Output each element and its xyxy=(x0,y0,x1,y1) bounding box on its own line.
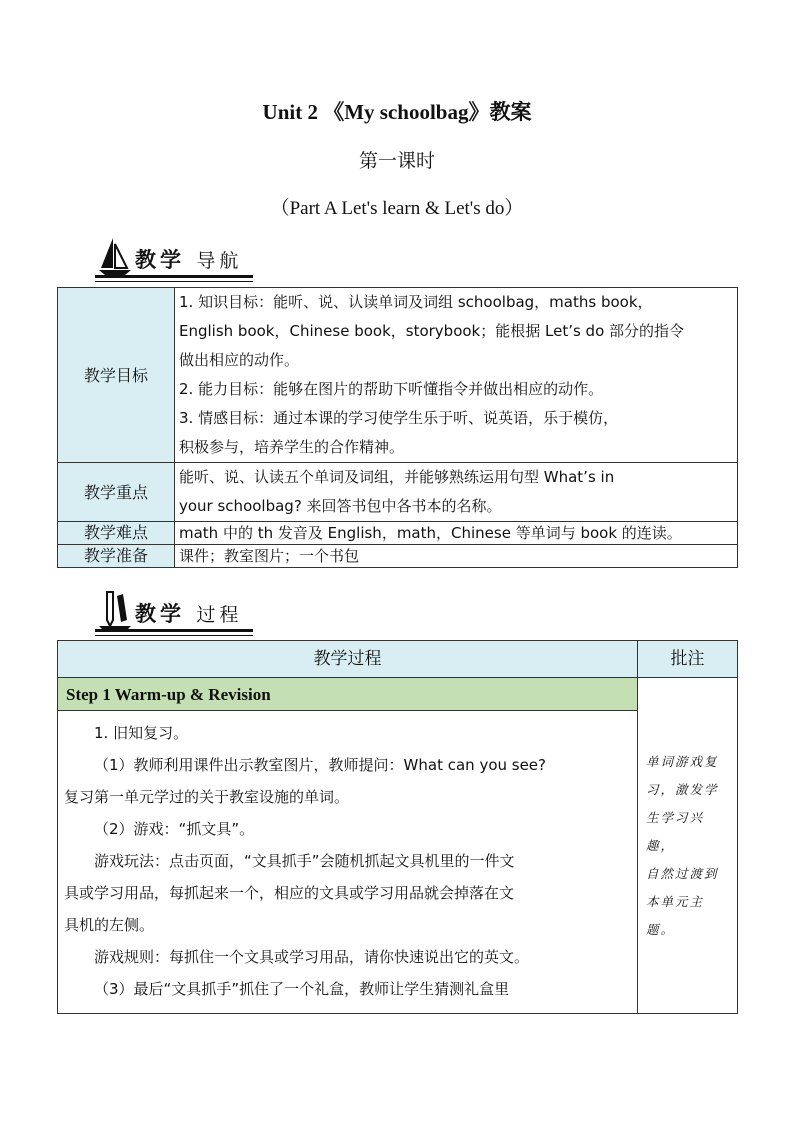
row-head: 教学难点 xyxy=(58,522,175,545)
row-body: 能听、说、认读五个单词及词组，并能够熟练运用句型 What’s in your schoolbag? 来回答书包中各书本的名称。 xyxy=(175,463,738,522)
teaching-process-banner xyxy=(95,590,255,636)
document-title: Unit 2 《My schoolbag》教案 xyxy=(262,100,532,124)
table-header-row xyxy=(58,641,738,678)
table-row xyxy=(58,711,738,1014)
lesson-number: 第一课时 xyxy=(358,150,435,172)
row-head: 教学重点 xyxy=(58,463,175,522)
sailboat-icon xyxy=(97,236,133,278)
table-row xyxy=(58,678,738,711)
row-body: 1. 知识目标：能听、说、认读单词及词组 schoolbag，maths book， English book，Chinese book，storybook；能根据 Let’s do 部分的指令 做出相应的动作。 2. 能力目标：能够在图片的帮助下听懂指令并做出相应的动作。 3. 情感目标：通过本课的学习使学生乐于听、说英语，乐于模仿， 积极参与，培养学生的合作精神。 xyxy=(175,288,738,463)
row-head: 教学目标 xyxy=(58,288,175,463)
column-header-note: 批注 xyxy=(638,641,738,678)
process-table xyxy=(57,640,738,1014)
row-body: math 中的 th 发音及 English，math，Chinese 等单词与 book 的连读。 xyxy=(175,522,738,545)
table-row xyxy=(58,522,738,545)
goals-table xyxy=(57,287,738,568)
lesson-part: （Part A Let's learn & Let's do） xyxy=(270,198,524,219)
banner-underline xyxy=(95,275,253,278)
step-title: Step 1 Warm-up & Revision xyxy=(58,678,638,711)
column-header-process: 教学过程 xyxy=(58,641,638,678)
table-row xyxy=(58,288,738,463)
step-content: 1. 旧知复习。 （1）教师利用课件出示教室图片，教师提问：What can you see? 复习第一单元学过的关于教室设施的单词。 （2）游戏：“抓文具”。 游戏玩法：点击页面，“文具抓手”会随机抓起文具机里的一件文 具或学习用品，每抓起来一个，相应的文具或学习用品就会掉落在文 具机的左侧。 游戏规则：每抓住一个文具或学习用品，请你快速说出它的英文。 （3）最后“文具抓手”抓住了一个礼盒，教师让学生猜测礼盒里 xyxy=(58,711,638,1014)
table-row xyxy=(58,463,738,522)
table-row xyxy=(58,545,738,568)
banner-label: 教学 过程 xyxy=(135,602,243,626)
annotation-cell: 单词游戏复 习，激发学 生学习兴趣， 自然过渡到 本单元主题。 xyxy=(638,678,738,1014)
row-body: 课件；教室图片；一个书包 xyxy=(175,545,738,568)
banner-label: 教学 导航 xyxy=(135,248,243,272)
row-head: 教学准备 xyxy=(58,545,175,568)
banner-underline xyxy=(95,629,253,632)
teaching-navigation-banner xyxy=(95,236,255,282)
pen-ruler-icon xyxy=(97,590,133,632)
